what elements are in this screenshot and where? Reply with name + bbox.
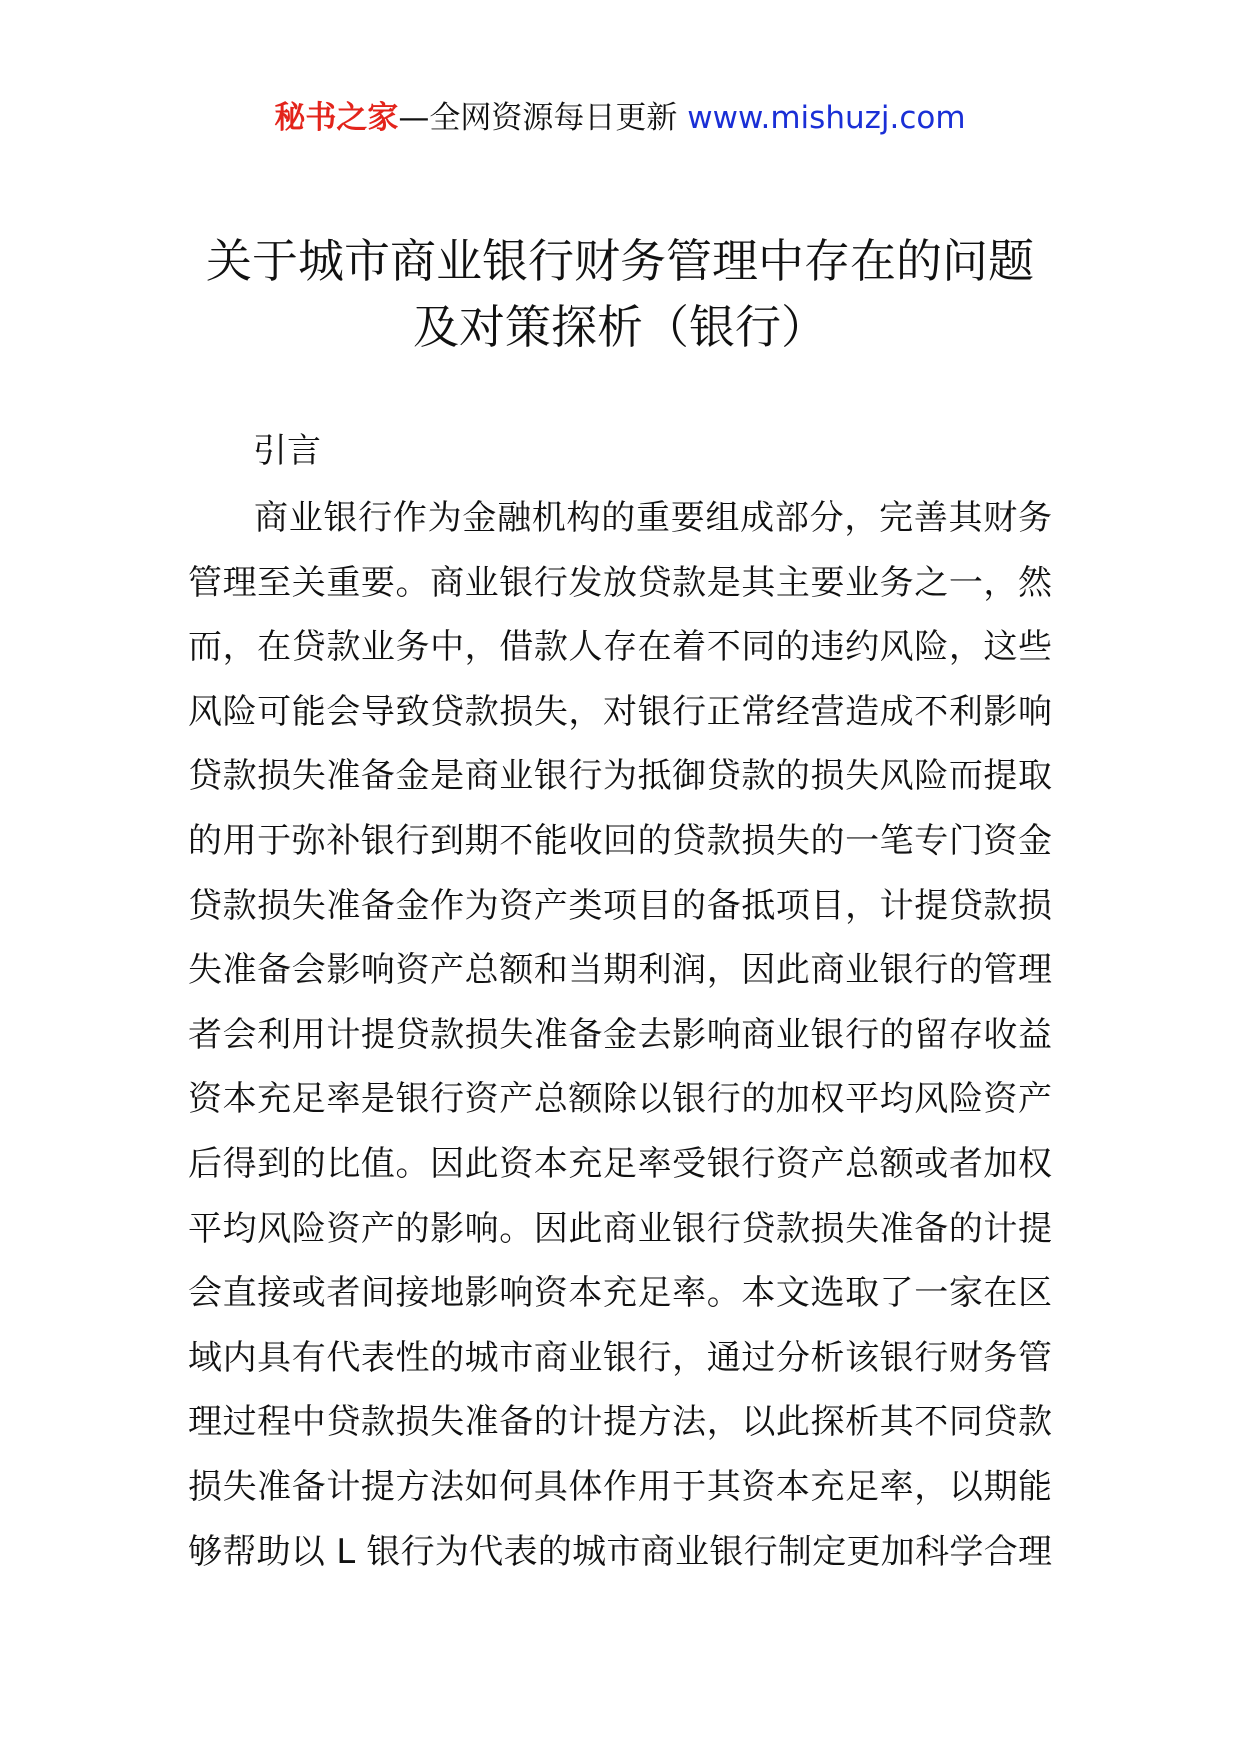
paragraph-line: 资本充足率是银行资产总额除以银行的加权平均风险资产 [188,1079,1052,1120]
site-slogan: —全网资源每日更新 [398,100,678,136]
document-title [160,228,1080,360]
section-heading: 引言 [253,431,321,471]
paragraph-line: 风险可能会导致贷款损失，对银行正常经营造成不利影响 [188,691,1052,732]
paragraph-line: 贷款损失准备金作为资产类项目的备抵项目，计提贷款损 [188,885,1052,926]
paragraph-line: 管理至关重要。商业银行发放贷款是其主要业务之一，然 [188,562,1052,603]
paragraph-line: 域内具有代表性的城市商业银行，通过分析该银行财务管 [188,1337,1052,1378]
paragraph-line: 够帮助以 L 银行为代表的城市商业银行制定更加科学合理 [188,1531,1052,1572]
paragraph-line: 损失准备计提方法如何具体作用于其资本充足率，以期能 [188,1466,1052,1507]
title-line: 关于城市商业银行财务管理中存在的问题 [206,234,1034,288]
site-header [0,98,1240,138]
paragraph-line: 贷款损失准备金是商业银行为抵御贷款的损失风险而提取 [188,756,1052,797]
paragraph-line: 后得到的比值。因此资本充足率受银行资产总额或者加权 [188,1143,1052,1184]
title-line: 及对策探析（银行） [413,300,827,354]
site-brand: 秘书之家 [274,100,399,136]
body-paragraph [188,486,1052,1584]
paragraph-line: 会直接或者间接地影响资本充足率。本文选取了一家在区 [188,1273,1052,1314]
paragraph-line: 理过程中贷款损失准备的计提方法，以此探析其不同贷款 [188,1402,1052,1443]
paragraph-line: 者会利用计提贷款损失准备金去影响商业银行的留存收益 [188,1014,1052,1055]
paragraph-line: 失准备会影响资产总额和当期利润，因此商业银行的管理 [188,950,1052,991]
site-url-link[interactable]: www.mishuzj.com [687,100,966,136]
paragraph-line: 商业银行作为金融机构的重要组成部分，完善其财务 [254,498,1052,538]
paragraph-line: 平均风险资产的影响。因此商业银行贷款损失准备的计提 [188,1208,1052,1249]
paragraph-line: 而，在贷款业务中，借款人存在着不同的违约风险，这些 [188,627,1052,668]
paragraph-line: 的用于弥补银行到期不能收回的贷款损失的一笔专门资金 [188,820,1052,861]
